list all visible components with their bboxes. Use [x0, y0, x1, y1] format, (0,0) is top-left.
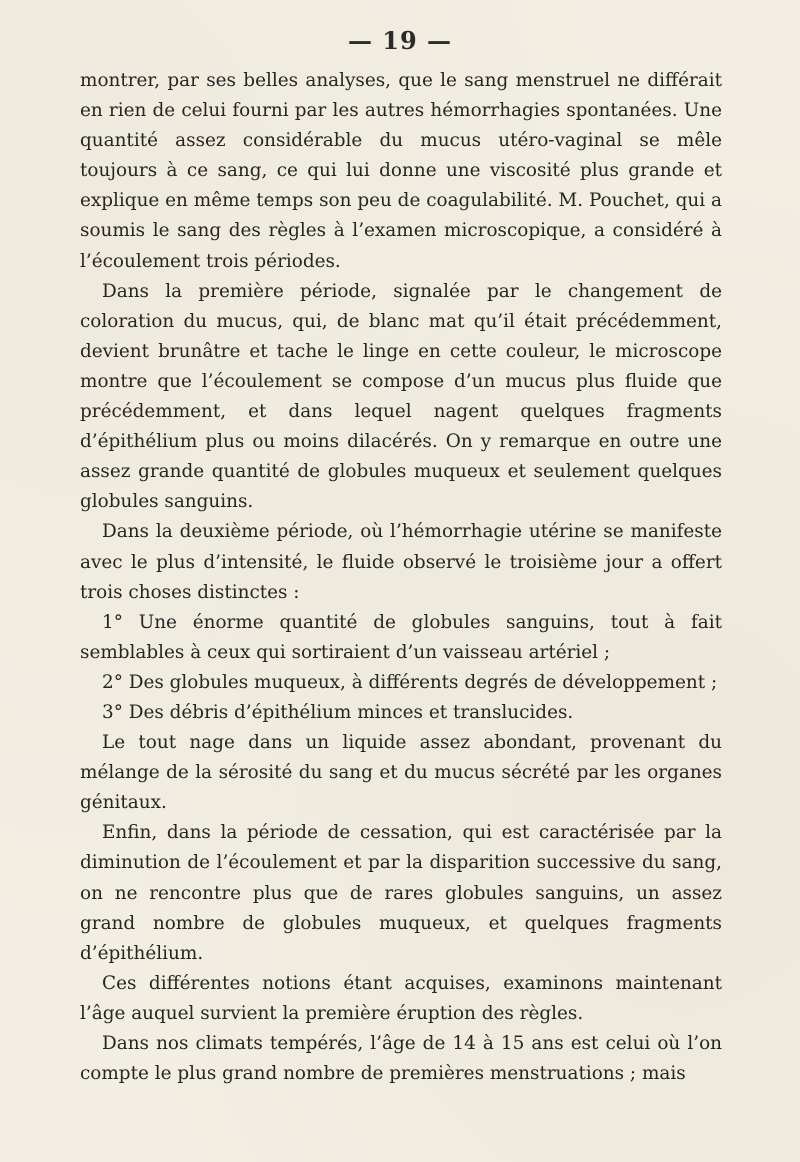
paragraph-4: Le tout nage dans un liquide assez abondant, provenant du mélange de la sérosité du sang et du mucus sécrété par les organes génitaux.: [80, 732, 722, 814]
paragraph-6: Ces différentes notions étant acquises, examinons maintenant l’âge auquel survient la première éruption des règles.: [80, 972, 722, 1024]
paragraph-7: Dans nos climats tempérés, l’âge de 14 à 15 ans est celui où l’on compte le plus grand nombre de premières menstruations ; mais: [80, 1033, 722, 1085]
list-item-2: 2° Des globules muqueux, à différents degrés de développement ;: [102, 671, 718, 693]
list-item-3: 3° Des débris d’épithélium minces et translucides.: [102, 701, 574, 723]
paragraph-3: Dans la deuxième période, où l’hémorrhagie utérine se manifeste avec le plus d’intensité, le fluide observé le troisième jour a offert trois choses distinctes :: [80, 521, 722, 603]
page-number: — 19 —: [347, 26, 453, 55]
paragraph-2: Dans la première période, signalée par le changement de coloration du mucus, qui, de blanc mat qu’il était précédemment, devient brunâtre et tache le linge en cette couleur, le microscope montre que l’écoulement se compose d’un mucus plus fluide que précédemment, et dans lequel nagent quelques fragments d’épithélium plus ou moins dilacérés. On y remarque en outre une assez grande quantité de globules muqueux et seulement quelques globules sanguins.: [80, 280, 722, 513]
paragraph-1: montrer, par ses belles analyses, que le sang menstruel ne différait en rien de celui fourni par les autres hémorrhagies spontanées. Une quantité assez considérable du mucus utéro-vaginal se mêle toujours à ce sang, ce qui lui donne une viscosité plus grande et explique en même temps son peu de coagulabilité. M. Pouchet, qui a soumis le sang des règles à l’examen microscopique, a considéré à l’écoulement trois périodes.: [80, 70, 722, 272]
body-text: [80, 66, 722, 1089]
paragraph-5: Enfin, dans la période de cessation, qui est caractérisée par la diminution de l’écoulement et par la disparition successive du sang, on ne rencontre plus que de rares globules sanguins, un assez grand nombre de globules muqueux, et quelques fragments d’épithélium.: [80, 822, 722, 964]
list-item-1: 1° Une énorme quantité de globules sanguins, tout à fait semblables à ceux qui sortiraient d’un vaisseau artériel ;: [80, 611, 722, 663]
